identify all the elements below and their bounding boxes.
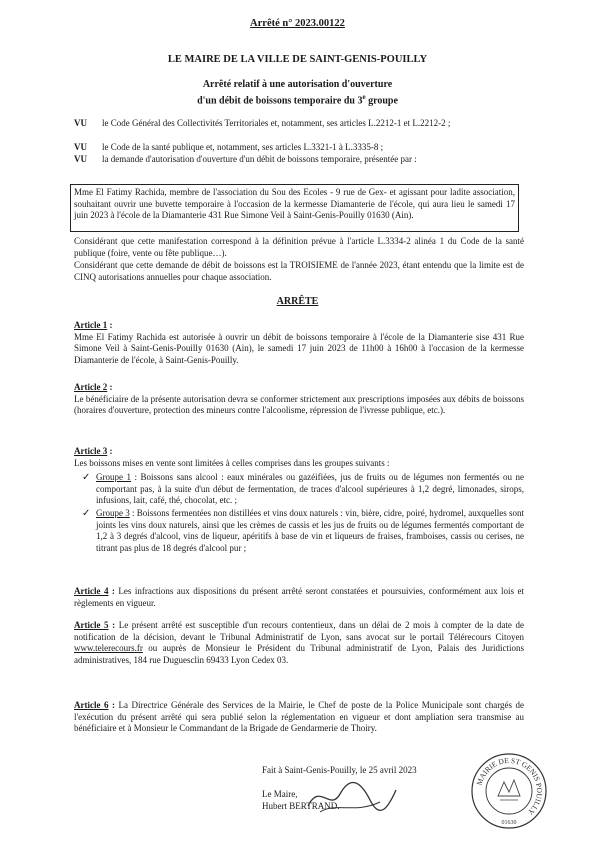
considerant-2: Considérant que cette demande de débit de boissons est la TROISIEME de l'année 2023, étant entendu que la limite est de CINQ autorisations annuelles pour chaque association. xyxy=(74,260,524,282)
article-sep: : xyxy=(108,700,116,710)
article-4-text: Les infractions aux dispositions du présent arrêté seront constatées et poursuivies, conformément aux lois et règlements en vigueur. xyxy=(74,586,525,608)
article-1 xyxy=(74,320,524,366)
group-name: Groupe 3 xyxy=(96,508,130,518)
signatory-title: Le Maire, xyxy=(262,789,298,799)
checkmark-icon: ✓ xyxy=(82,472,91,483)
visa-1 xyxy=(74,118,514,142)
article-2-heading xyxy=(74,382,524,394)
visa-2 xyxy=(74,142,514,154)
article-5-text-end: ou auprès de Monsieur le Président du Tribunal administratif de Lyon, Palais des Juridictions administratives, 184 rue Duguesclin 69433 Lyon Cedex 03. xyxy=(74,643,524,665)
article-sep: : xyxy=(108,620,116,630)
group-1-text xyxy=(96,472,524,507)
article-3-intro: Les boissons mises en vente sont limitées à celles comprises dans les groupes suivants : xyxy=(74,457,390,468)
article-1-heading xyxy=(74,320,524,332)
article-3-heading xyxy=(74,446,524,458)
mairie-stamp xyxy=(470,752,548,830)
visa-label: VU xyxy=(74,154,87,164)
article-1-text: Mme El Fatimy Rachida est autorisée à ouvrir un débit de boissons temporaire à l'école de la Diamanterie sise 431 Rue Simone Veil à Saint-Genis-Pouilly 01630 (Ain), le samedi 17 juin 2023 de 11h00 à 16h00 à l'occasion de la kermesse Diamanterie de l'école, à Saint-Genis-Pouilly. xyxy=(74,331,524,365)
article-title: Article 2 xyxy=(74,382,108,392)
arrete-number-text: Arrêté n° 2023.00122 xyxy=(250,18,345,29)
signatory-name: Hubert BERTRAND. xyxy=(262,801,340,811)
checkmark-icon: ✓ xyxy=(82,508,91,519)
document-subject xyxy=(0,78,595,107)
group-3-item xyxy=(74,508,524,568)
visa-text: le Code Général des Collectivités Territoriales et, notamment, ses articles L.2212-1 et L.2212-2 ; xyxy=(102,118,451,128)
article-sep: : xyxy=(107,446,113,456)
visa-label: VU xyxy=(74,142,87,152)
telerecours-link[interactable]: www.telerecours.fr xyxy=(74,643,143,654)
considerant-1: Considérant que cette manifestation correspond à la définition prévue à l'article L.3334-2 alinéa 1 du Code de la santé publique (foire, vente ou fête publique…). xyxy=(74,236,524,258)
arrete-heading xyxy=(0,296,595,307)
arrete-number xyxy=(0,18,595,29)
stamp-postcode: 01630 xyxy=(501,820,517,826)
subject-line-1: Arrêté relatif à une autorisation d'ouverture xyxy=(202,79,393,90)
article-title: Article 3 xyxy=(74,446,108,456)
article-2-text: Le bénéficiaire de la présente autorisation devra se conformer strictement aux prescriptions imposées aux débits de boissons (horaires d'ouverture, protection des mineurs contre l'alcoolisme, répression de l'ivresse publique, etc.). xyxy=(74,393,524,416)
article-title: Article 1 xyxy=(74,320,108,330)
group-1-item xyxy=(74,472,524,508)
group-name: Groupe 1 xyxy=(96,472,132,482)
group-description: : Boissons fermentées non distillées et vins doux naturels : vin, bière, cidre, poiré, hydromel, auxquelles sont joints les vins doux naturels, ainsi que les crèmes de cassis et les jus de fruits ou de légumes fermentés comportant de 1,2 à 3 degrés d'alcool, vins de liqueur, apéritifs à base de vin et liqueurs de fraises, framboises, cassis ou cerises, ne titrant pas plus de 18 degrés d'alcool pur ; xyxy=(96,508,524,553)
article-6-text: La Directrice Générale des Services de la Mairie, le Chef de poste de la Police Municipale sont chargés de l'exécution du présent arrêté qui sera publié selon la réglementation en vigueur et dont ampliation sera transmise au bénéficiaire et à Monsieur le Commandant de la Brigade de Gendarmerie de Thoiry. xyxy=(74,700,525,734)
article-sep: : xyxy=(107,320,113,330)
svg-text:MAIRIE DE ST GENIS POUILLY xyxy=(475,756,544,817)
subject-line-2 xyxy=(0,91,595,107)
article-2 xyxy=(74,382,524,417)
visa-text: la demande d'autorisation d'ouverture d'un débit de boissons temporaire, présentée par : xyxy=(102,154,417,164)
visa-label: VU xyxy=(74,118,87,128)
article-4 xyxy=(74,586,524,609)
article-title: Article 5 xyxy=(74,620,109,630)
article-5-text: Le présent arrêté est susceptible d'un recours contentieux, dans un délai de 2 mois à compter de la date de notification de la décision, devant le Tribunal Administratif de Lyon, sans avocat sur le portail Télérecours Citoyen xyxy=(74,620,525,642)
visa-text: le Code de la santé publique et, notamment, ses articles L.3321-1 à L.3335-8 ; xyxy=(102,142,384,152)
authority-title: LE MAIRE DE LA VILLE DE SAINT-GENIS-POUILLY xyxy=(167,54,428,65)
arrete-heading-text: ARRÊTE xyxy=(276,296,319,307)
article-sep: : xyxy=(108,586,115,596)
article-title: Article 4 xyxy=(74,586,109,596)
article-6 xyxy=(74,700,524,735)
article-sep: : xyxy=(107,382,113,392)
group-3-text xyxy=(96,508,524,554)
place-date: Fait à Saint-Genis-Pouilly, le 25 avril 2023 xyxy=(262,765,417,775)
article-5 xyxy=(74,620,524,666)
stamp-ring-text: MAIRIE DE ST GENIS POUILLY xyxy=(474,755,545,817)
subject-line-2-end: groupe xyxy=(365,95,398,107)
subject-sup: e xyxy=(362,93,366,101)
article-title: Article 6 xyxy=(74,700,109,710)
article-3 xyxy=(74,446,524,469)
handwritten-signature xyxy=(300,772,400,822)
group-description: : Boissons sans alcool : eaux minérales ou gazéifiées, jus de fruits ou de légumes non fermentés ou ne comportant pas, à la suite d'un début de fermentation, de traces d'alcool supérieures à 1,2 degré, limonades, sirops, infusions, lait, café, thé, chocolat, etc. ; xyxy=(96,472,524,506)
visa-3 xyxy=(74,154,514,166)
request-box: Mme El Fatimy Rachida, membre de l'association du Sou des Ecoles - 9 rue de Gex- et agissant pour ladite association, souhaitant ouvrir une buvette temporaire à l'occasion de la kermesse Diamanterie de l'école, qui aura lieu le samedi 17 juin 2023 à l'école de la Diamanterie 431 Rue Simone Veil à Saint-Genis-Pouilly 01630 (Ain). xyxy=(70,184,519,232)
subject-line-2-text: d'un débit de boissons temporaire du 3 xyxy=(197,95,363,107)
